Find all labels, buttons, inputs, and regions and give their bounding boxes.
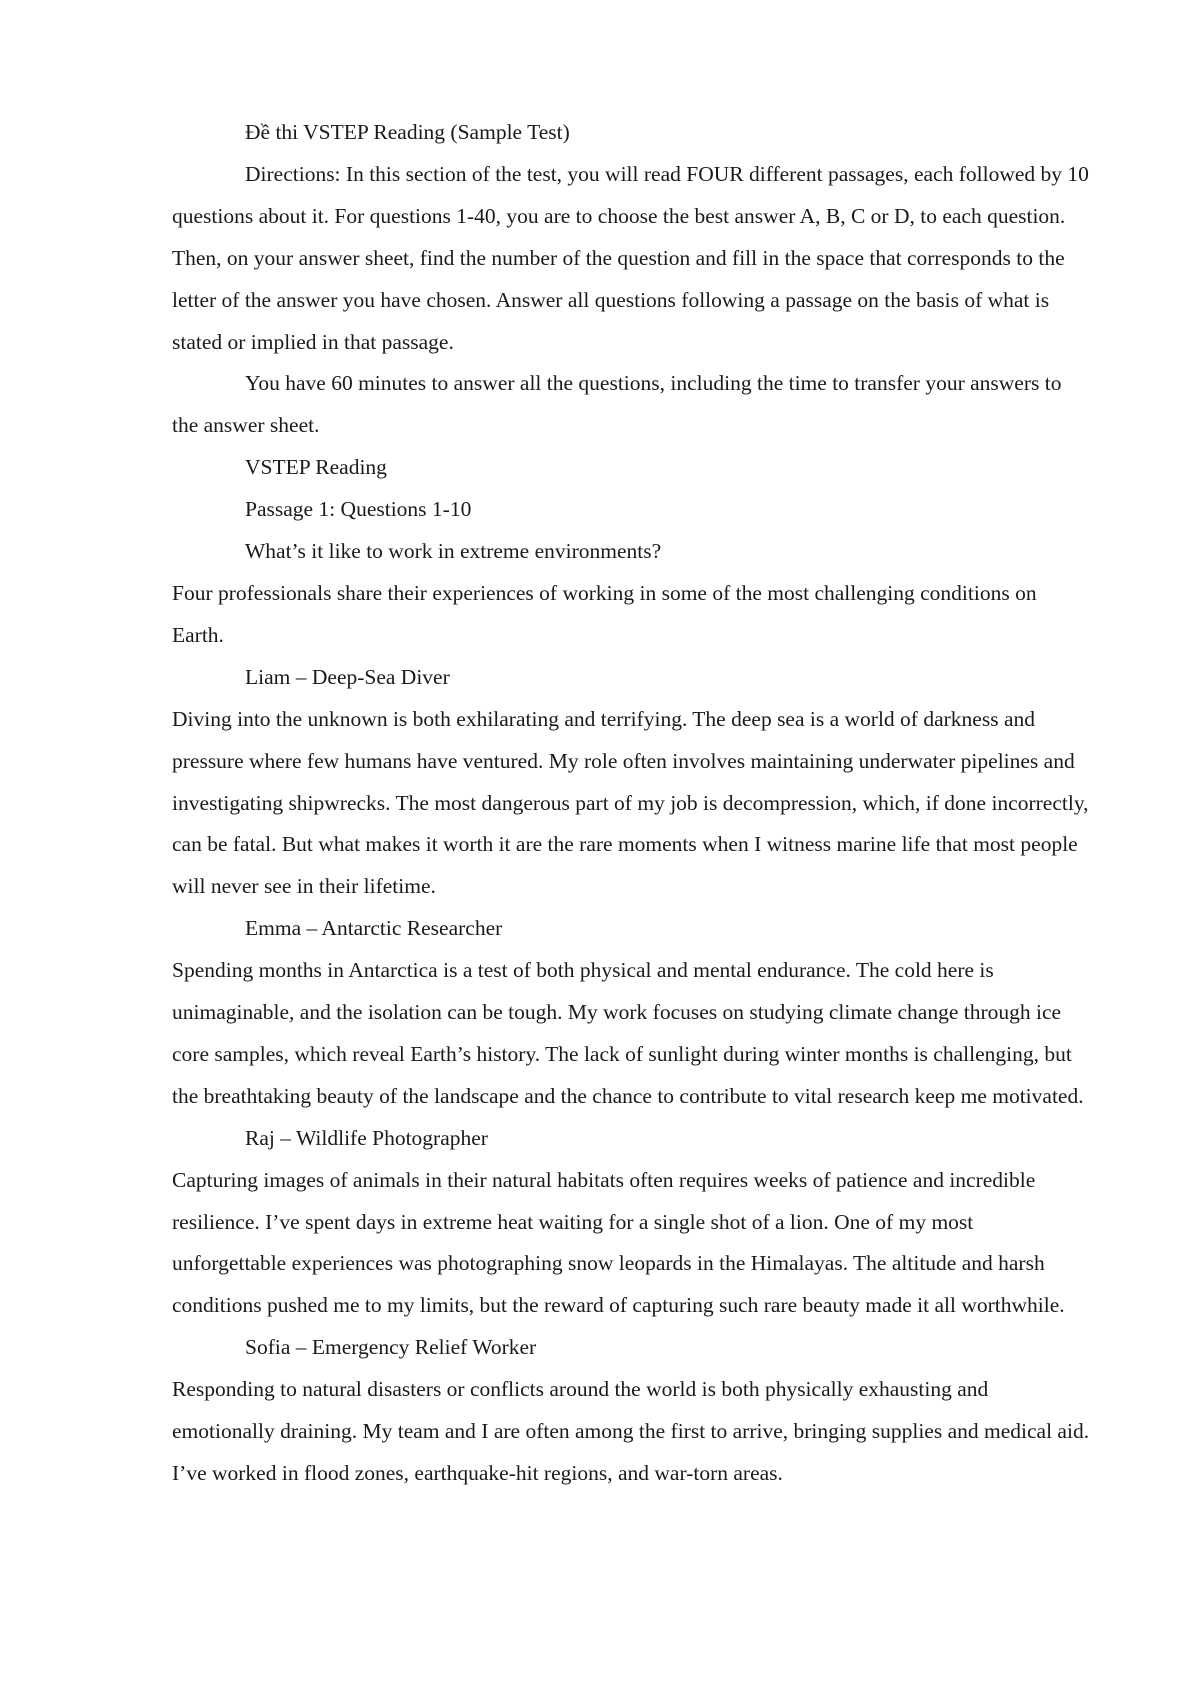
document-body — [172, 112, 1092, 1495]
profile-heading-liam: Liam – Deep-Sea Diver — [245, 664, 450, 689]
profile-text-liam: Diving into the unknown is both exhilarating and terrifying. The deep sea is a world of darkness and pressure where few humans have ventured. My role often involves maintaining underwater pipelines and investigating shipwrecks. The most dangerous part of my job is decompression, which, if done incorrectly, can be fatal. But what makes it worth it are the rare moments when I witness marine life that most people will never see in their lifetime. — [172, 706, 1089, 899]
directions-paragraph: Directions: In this section of the test, you will read FOUR different passages, each followed by 10 questions about it. For questions 1-40, you are to choose the best answer A, B, C or D, to each question. Then, on your answer sheet, find the number of the question and fill in the space that corresponds to the letter of the answer you have chosen. Answer all questions following a passage on the basis of what is stated or implied in that passage. — [172, 161, 1089, 354]
document-title: Đề thi VSTEP Reading (Sample Test) — [245, 120, 570, 144]
profile-heading-sofia: Sofia – Emergency Relief Worker — [245, 1335, 537, 1360]
passage-title: What’s it like to work in extreme environments? — [245, 539, 662, 564]
time-note-paragraph: You have 60 minutes to answer all the questions, including the time to transfer your answers to the answer sheet. — [172, 371, 1062, 438]
passage-intro: Four professionals share their experiences of working in some of the most challenging conditions on Earth. — [172, 580, 1037, 647]
profile-text-sofia: Responding to natural disasters or conflicts around the world is both physically exhausting and emotionally draining. My team and I are often among the first to arrive, bringing supplies and medical aid. I’ve worked in flood zones, earthquake-hit regions, and war-torn areas. — [172, 1377, 1090, 1485]
profile-heading-emma: Emma – Antarctic Researcher — [245, 916, 503, 941]
profile-text-emma: Spending months in Antarctica is a test of both physical and mental endurance. The cold here is unimaginable, and the isolation can be tough. My work focuses on studying climate change through ice core samples, which reveal Earth’s history. The lack of sunlight during winter months is challenging, but the breathtaking beauty of the landscape and the chance to contribute to vital research keep me motivated. — [172, 958, 1084, 1108]
passage-label: Passage 1: Questions 1-10 — [245, 497, 472, 522]
profile-text-raj: Capturing images of animals in their natural habitats often requires weeks of patience and incredible resilience. I’ve spent days in extreme heat waiting for a single shot of a lion. One of my most unforgettable experiences was photographing snow leopards in the Himalayas. The altitude and harsh conditions pushed me to my limits, but the reward of capturing such rare beauty made it all worthwhile. — [172, 1167, 1065, 1318]
section-heading: VSTEP Reading — [245, 455, 387, 480]
profile-heading-raj: Raj – Wildlife Photographer — [245, 1125, 488, 1150]
